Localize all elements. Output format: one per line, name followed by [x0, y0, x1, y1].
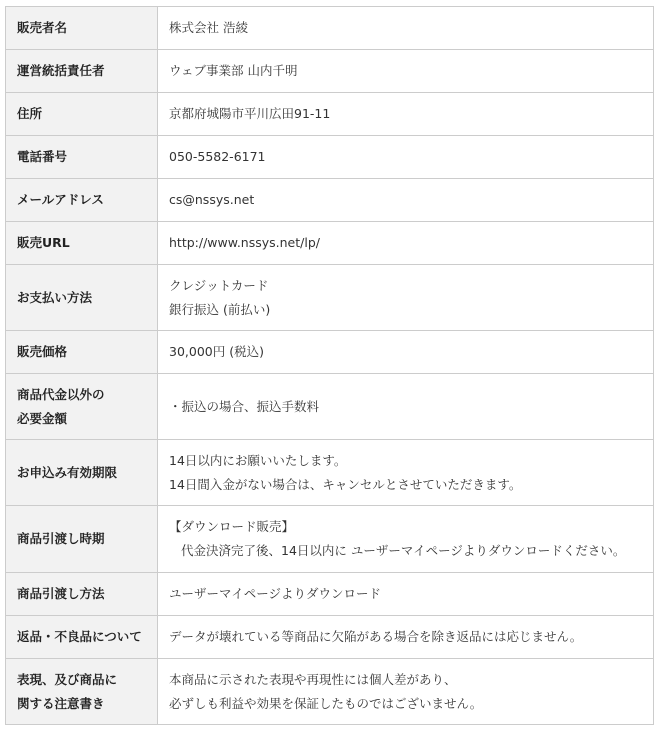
label-line: お申込み有効期限	[17, 464, 118, 480]
row-label	[6, 506, 158, 573]
row-additional-costs	[6, 374, 654, 440]
row-value	[158, 374, 654, 440]
row-label	[6, 265, 158, 331]
row-label	[6, 179, 158, 222]
row-price	[6, 331, 654, 374]
value-line: 【ダウンロード販売】	[169, 519, 295, 534]
value-line: データが壊れている等商品に欠陥がある場合を除き返品には応じません。	[169, 629, 583, 644]
row-label	[6, 659, 158, 725]
row-value	[158, 506, 654, 573]
row-disclaimer	[6, 659, 654, 725]
row-value	[158, 7, 654, 50]
row-label	[6, 7, 158, 50]
label-line: 運営統括責任者	[17, 63, 105, 78]
row-label	[6, 222, 158, 265]
label-line: 返品・不良品について	[17, 629, 142, 644]
label-line: 電話番号	[17, 149, 68, 164]
value-line: ユーザーマイページよりダウンロード	[169, 586, 382, 601]
value-line: cs@nssys.net	[169, 192, 255, 207]
label-line: 商品代金以外の	[17, 386, 105, 402]
row-value	[158, 50, 654, 93]
value-line: 14日以内にお願いいたします。	[169, 452, 347, 468]
value-line: ・振込の場合、振込手数料	[169, 398, 320, 414]
row-value	[158, 659, 654, 725]
commerce-law-table	[5, 6, 654, 725]
value-line: 代金決済完了後、14日以内に ユーザーマイページよりダウンロードください。	[181, 543, 626, 558]
value-line: 銀行振込 (前払い)	[169, 301, 271, 317]
label-line: 住所	[17, 106, 43, 121]
label-line: 販売価格	[17, 344, 68, 359]
row-label	[6, 573, 158, 616]
label-line: 必要金額	[17, 410, 68, 426]
value-line: 必ずしも利益や効果を保証したものではございません。	[169, 695, 483, 711]
value-line: クレジットカード	[169, 277, 269, 293]
label-line: 関する注意書き	[17, 695, 105, 711]
label-line: 販売URL	[17, 235, 70, 250]
label-line: メールアドレス	[17, 192, 104, 207]
value-line: 050-5582-6171	[169, 149, 266, 164]
row-seller-name	[6, 7, 654, 50]
label-line: 販売者名	[17, 20, 68, 35]
row-label	[6, 331, 158, 374]
row-value	[158, 440, 654, 506]
row-value	[158, 616, 654, 659]
label-line: お支払い方法	[17, 289, 93, 305]
row-value	[158, 265, 654, 331]
row-value	[158, 136, 654, 179]
row-payment-method	[6, 265, 654, 331]
label-line: 表現、及び商品に	[17, 671, 118, 687]
value-line: 14日間入金がない場合は、キャンセルとさせていただきます。	[169, 476, 522, 492]
row-value	[158, 222, 654, 265]
row-value	[158, 573, 654, 616]
row-label	[6, 616, 158, 659]
row-label	[6, 374, 158, 440]
value-line: http://www.nssys.net/lp/	[169, 235, 320, 250]
row-email	[6, 179, 654, 222]
value-line: 本商品に示された表現や再現性には個人差があり、	[169, 671, 457, 687]
row-phone	[6, 136, 654, 179]
row-label	[6, 93, 158, 136]
row-address	[6, 93, 654, 136]
row-value	[158, 179, 654, 222]
row-delivery-method	[6, 573, 654, 616]
label-line: 商品引渡し時期	[17, 531, 105, 546]
row-label	[6, 136, 158, 179]
row-delivery-time	[6, 506, 654, 573]
value-line: 株式会社 浩綾	[169, 20, 248, 35]
row-returns	[6, 616, 654, 659]
row-label	[6, 50, 158, 93]
row-application-deadline	[6, 440, 654, 506]
label-line: 商品引渡し方法	[17, 586, 105, 601]
value-line: 30,000円 (税込)	[169, 344, 264, 359]
row-sales-url	[6, 222, 654, 265]
value-line: ウェブ事業部 山内千明	[169, 63, 298, 78]
value-line: 京都府城陽市平川広田91-11	[169, 106, 331, 121]
row-operations-manager	[6, 50, 654, 93]
row-label	[6, 440, 158, 506]
row-value	[158, 331, 654, 374]
row-value	[158, 93, 654, 136]
